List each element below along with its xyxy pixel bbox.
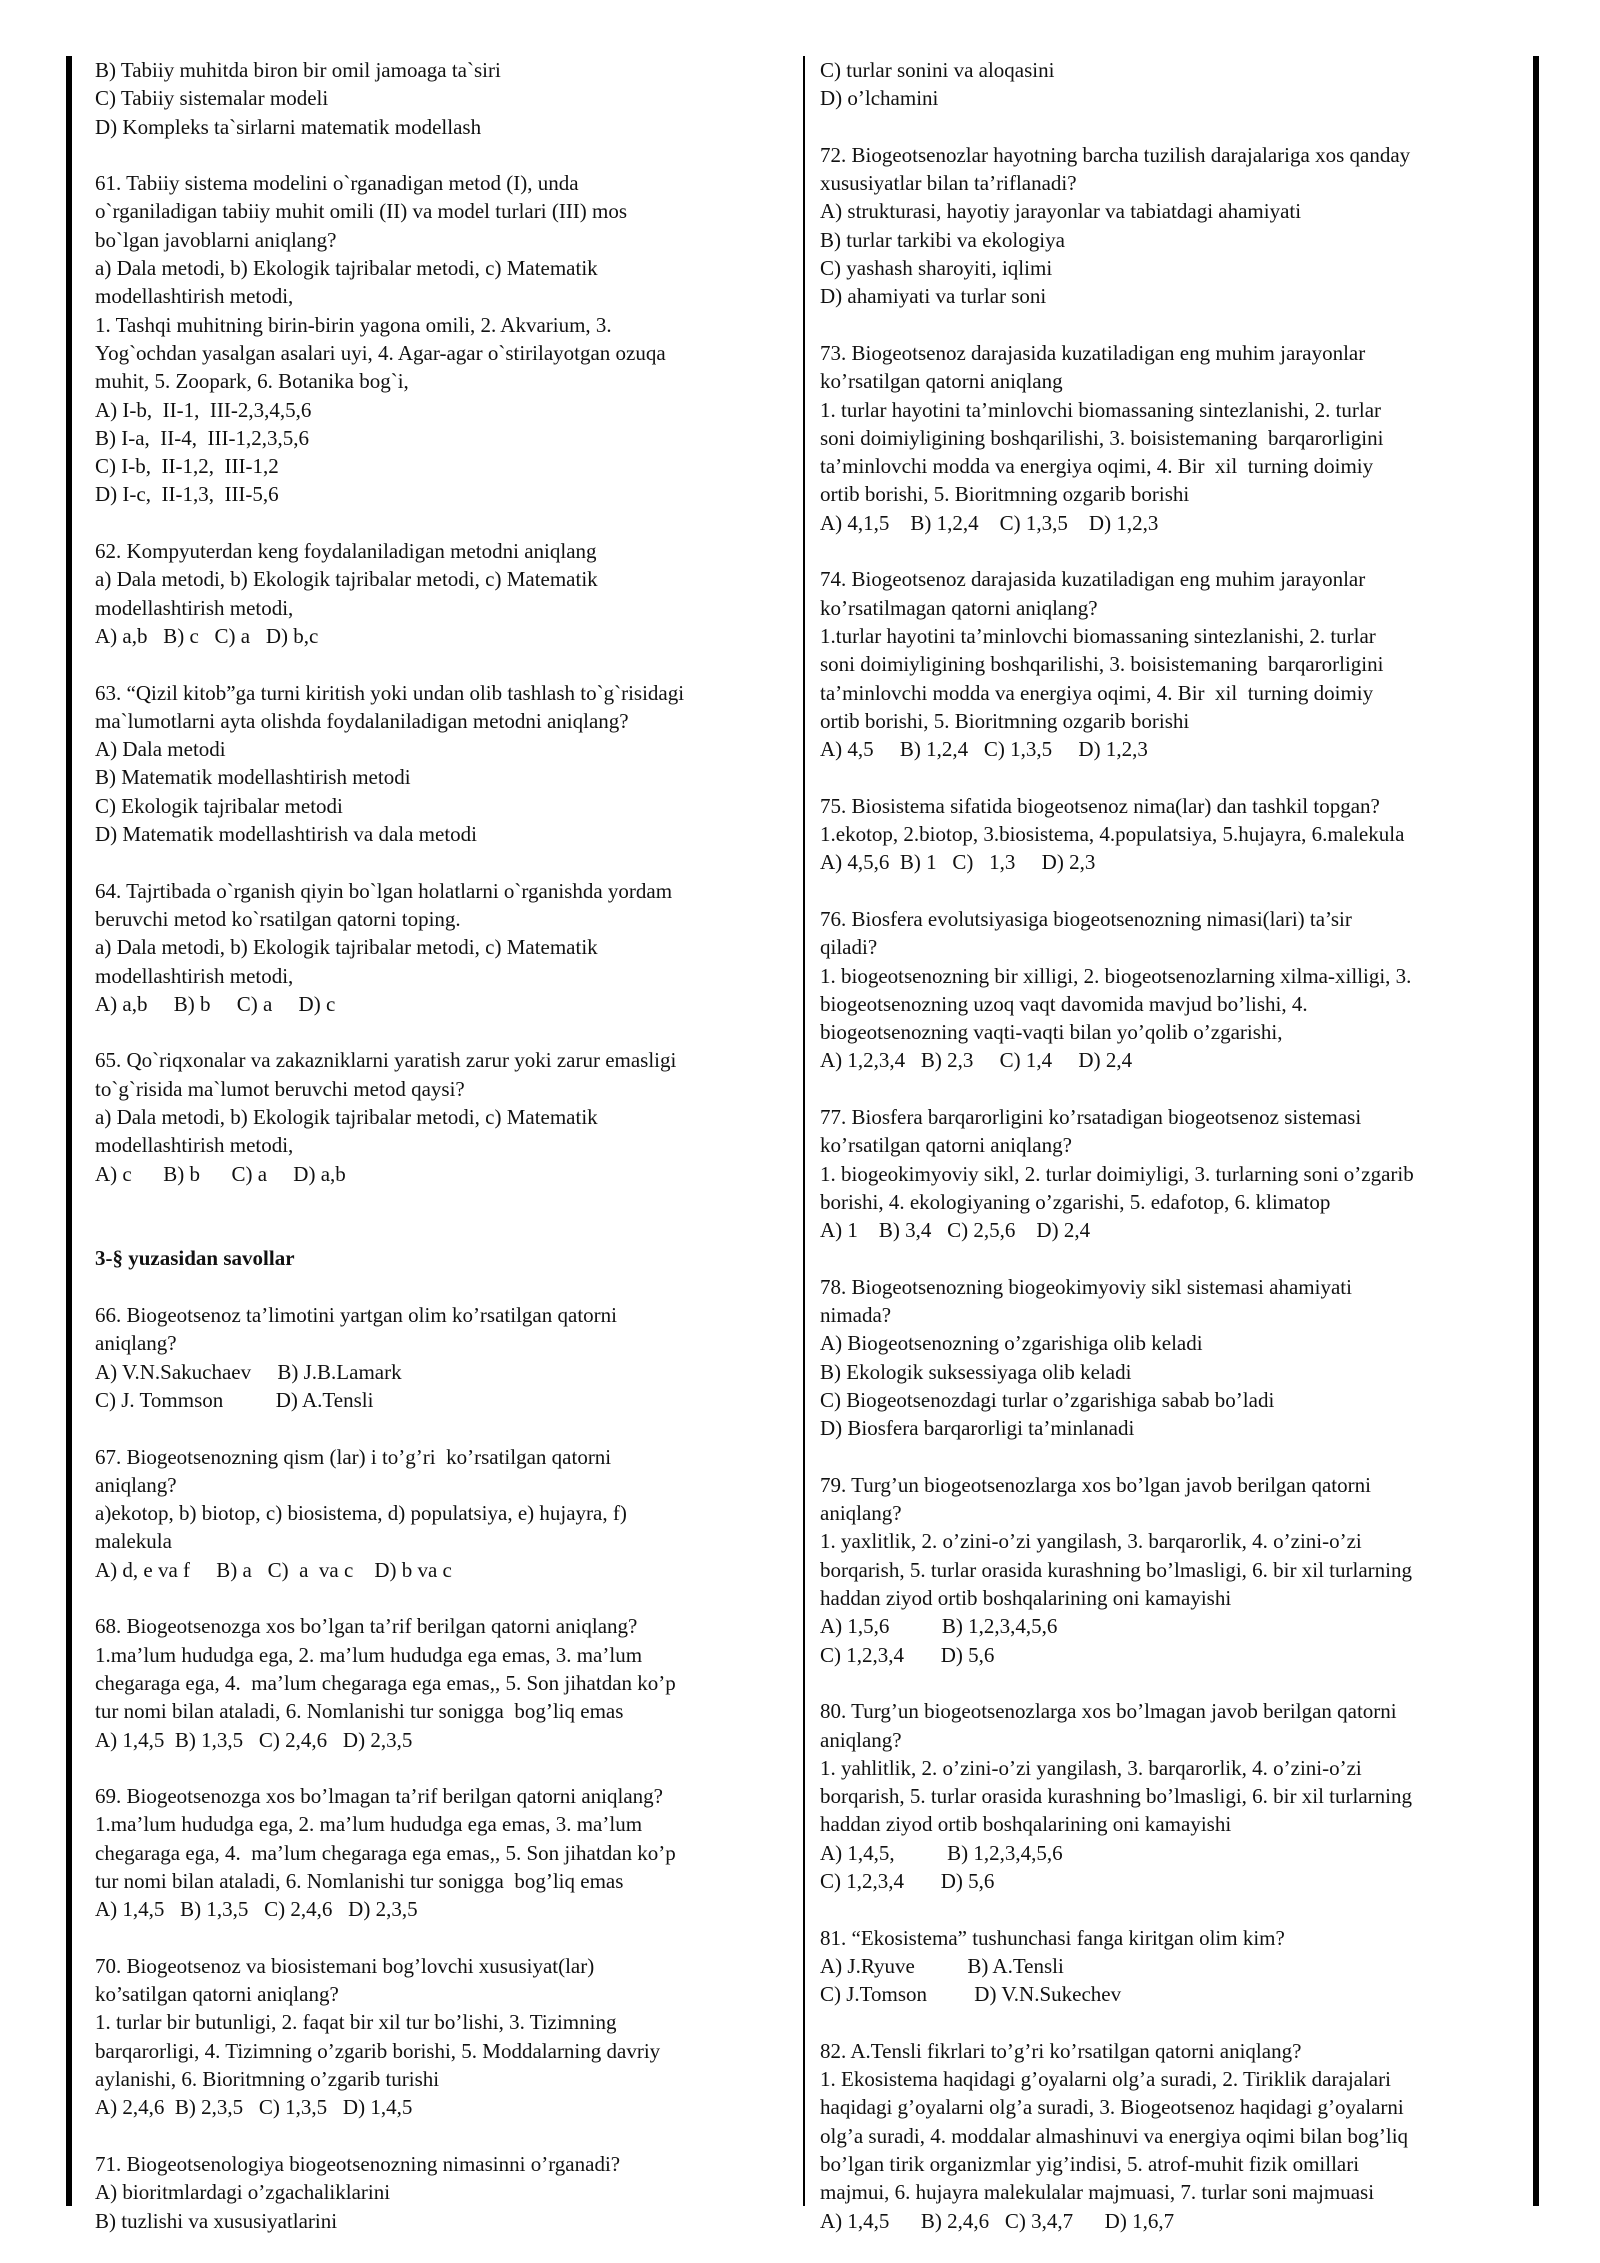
text-line: C) J.Tomson D) V.N.Sukechev	[820, 1982, 1122, 2007]
text-line: majmui, 6. hujayra malekulalar majmuasi, 7. turlar soni majmuasi	[820, 2180, 1375, 2205]
text-line: tur nomi bilan ataladi, 6. Nomlanishi tur sonigga bog’liq emas	[95, 1869, 624, 1893]
text-line: soni doimiyligining boshqarilishi, 3. boisistemaning barqarorligini	[820, 425, 1384, 450]
text-line: C) Biogeotsenozdagi turlar o’zgarishiga sabab bo’ladi	[820, 1387, 1275, 1412]
text-line: borishi, 4. ekologiyaning o’zgarishi, 5. edafotop, 6. klimatop	[820, 1189, 1331, 1214]
text-line: modellashtirish metodi,	[95, 1133, 294, 1158]
question-block	[820, 339, 1520, 537]
text-line	[95, 1188, 795, 1216]
question-block	[95, 1046, 795, 1216]
text-line: 80. Turg’un biogeotsenozlarga xos bo’lmagan javob berilgan qatorni	[820, 1699, 1397, 1724]
text-line: A) 1,4,5 B) 1,3,5 C) 2,4,6 D) 2,3,5	[95, 1727, 413, 1752]
text-line: ko’satilgan qatorni aniqlang?	[95, 1982, 339, 2007]
text-line: 71. Biogeotsenologiya biogeotsenozning nimasinni o’rganadi?	[95, 2151, 621, 2176]
text-line: haqidagi g’oyalarni olg’a suradi, 3. Biogeotsenoz haqidagi g’oyalarni	[820, 2095, 1404, 2120]
left-page-border	[66, 56, 72, 2206]
text-line: a) Dala metodi, b) Ekologik tajribalar metodi, c) Matematik	[95, 1104, 598, 1129]
text-line: aniqlang?	[820, 1501, 902, 1526]
text-line: a) Dala metodi, b) Ekologik tajribalar metodi, c) Matematik	[95, 256, 598, 281]
text-line: A) 1,2,3,4 B) 2,3 C) 1,4 D) 2,4	[820, 1048, 1133, 1073]
text-line: biogeotsenozning uzoq vaqt davomida mavjud bo’lishi, 4.	[820, 991, 1308, 1016]
text-line: 1.ma’lum hududga ega, 2. ma’lum hududga ega emas, 3. ma’lum	[95, 1642, 643, 1667]
text-line: A) I-b, II-1, III-2,3,4,5,6	[95, 397, 312, 422]
text-line: soni doimiyligining boshqarilishi, 3. boisistemaning barqarorligini	[820, 652, 1384, 677]
text-line: 1. Ekosistema haqidagi g’oyalarni olg’a suradi, 2. Tiriklik darajalari	[820, 2067, 1391, 2092]
text-line: C) Ekologik tajribalar metodi	[95, 793, 343, 818]
text-line: chegaraga ega, 4. ma’lum chegaraga ega emas,, 5. Son jihatdan ko’p	[95, 1670, 676, 1695]
text-line: A) 1,4,5 B) 1,3,5 C) 2,4,6 D) 2,3,5	[95, 1897, 418, 1922]
text-line: 78. Biogeotsenozning biogeokimyoviy sikl sistemasi ahamiyati	[820, 1274, 1352, 1299]
text-line: B) Ekologik suksessiyaga olib keladi	[820, 1359, 1132, 1384]
text-line: modellashtirish metodi,	[95, 963, 294, 988]
right-page-border	[1533, 56, 1539, 2206]
text-line: 1. biogeokimyoviy sikl, 2. turlar doimiyligi, 3. turlarning soni o’zgarib	[820, 1161, 1414, 1186]
text-line: Yog`ochdan yasalgan asalari uyi, 4. Agar-agar o`stirilayotgan ozuqa	[95, 340, 666, 365]
column-divider	[803, 56, 805, 2206]
text-line: 1. Tashqi muhitning birin-birin yagona omili, 2. Akvarium, 3.	[95, 312, 612, 337]
text-line: malekula	[95, 1529, 172, 1554]
question-block	[95, 56, 795, 141]
text-line: D) Biosfera barqarorligi ta’minlanadi	[820, 1416, 1135, 1441]
text-line: C) J. Tommson D) A.Tensli	[95, 1387, 374, 1412]
text-line: B) tuzlishi va xususiyatlarini	[95, 2208, 338, 2233]
text-line: 76. Biosfera evolutsiyasiga biogeotsenozning nimasi(lari) ta’sir	[820, 906, 1352, 931]
question-block	[820, 141, 1520, 311]
text-line: A) Biogeotsenozning o’zgarishiga olib keladi	[820, 1331, 1203, 1356]
text-line: ortib borishi, 5. Bioritmning ozgarib borishi	[820, 482, 1190, 507]
text-line: A) 1,4,5 B) 2,4,6 C) 3,4,7 D) 1,6,7	[820, 2208, 1175, 2233]
question-block	[95, 169, 795, 509]
text-line: D) Kompleks ta`sirlarni matematik modellash	[95, 114, 482, 139]
text-line: beruvchi metod ko`rsatilgan qatorni toping.	[95, 906, 461, 931]
text-line: aniqlang?	[95, 1472, 177, 1497]
text-line: bo’lgan tirik organizmlar yig’indisi, 5. atrof-muhit fizik omillari	[820, 2151, 1360, 2176]
text-line: 72. Biogeotsenozlar hayotning barcha tuzilish darajalariga xos qanday	[820, 142, 1411, 167]
text-line: to`g`risida ma`lumot beruvchi metod qaysi?	[95, 1076, 465, 1101]
text-line: 1.ekotop, 2.biotop, 3.biosistema, 4.populatsiya, 5.hujayra, 6.malekula	[820, 822, 1405, 847]
text-line: B) turlar tarkibi va ekologiya	[820, 227, 1065, 252]
text-line: 1. turlar bir butunligi, 2. faqat bir xil tur bo’lishi, 3. Tizimning	[95, 2010, 617, 2035]
text-line: B) Matematik modellashtirish metodi	[95, 765, 411, 790]
text-line: B) I-a, II-4, III-1,2,3,5,6	[95, 425, 310, 450]
text-line: haddan ziyod ortib boshqalarining oni kamayishi	[820, 1812, 1232, 1837]
right-column	[820, 56, 1520, 2263]
question-block	[95, 679, 795, 849]
text-line: 1. turlar hayotini ta’minlovchi biomassaning sintezlanishi, 2. turlar	[820, 397, 1382, 422]
text-line: A) strukturasi, hayotiy jarayonlar va tabiatdagi ahamiyati	[820, 199, 1302, 224]
text-line: modellashtirish metodi,	[95, 595, 294, 620]
text-line: 75. Biosistema sifatida biogeotsenoz nima(lar) dan tashkil topgan?	[820, 793, 1380, 818]
question-block	[820, 905, 1520, 1075]
text-line: 82. A.Tensli fikrlari to’g’ri ko’rsatilgan qatorni aniqlang?	[820, 2038, 1302, 2063]
question-block	[95, 2150, 795, 2235]
text-line: nimada?	[820, 1303, 892, 1328]
text-line: A) 4,5 B) 1,2,4 C) 1,3,5 D) 1,2,3	[820, 737, 1148, 762]
text-line: D) o’lchamini	[820, 86, 939, 111]
question-block	[95, 1612, 795, 1753]
question-block	[820, 2037, 1520, 2235]
question-block	[820, 1471, 1520, 1669]
text-line: bo`lgan javoblarni aniqlang?	[95, 227, 337, 252]
question-block	[95, 1301, 795, 1414]
question-block	[820, 1924, 1520, 2009]
text-line: 70. Biogeotsenoz va biosistemani bog’lovchi xususiyat(lar)	[95, 1953, 595, 1978]
left-column	[95, 56, 795, 2263]
text-line: muhit, 5. Zoopark, 6. Botanika bog`i,	[95, 369, 409, 394]
text-line: tur nomi bilan ataladi, 6. Nomlanishi tur sonigga bog’liq emas	[95, 1699, 624, 1724]
text-line: C) yashash sharoyiti, iqlimi	[820, 256, 1053, 281]
text-line: borqarish, 5. turlar orasida kurashning bo’lmasligi, 6. bir xil turlarning	[820, 1557, 1412, 1582]
text-line: A) c B) b C) a D) a,b	[95, 1161, 346, 1186]
text-line: A) J.Ryuve B) A.Tensli	[820, 1953, 1064, 1978]
text-line: a) Dala metodi, b) Ekologik tajribalar metodi, c) Matematik	[95, 567, 598, 592]
text-line: 66. Biogeotsenoz ta’limotini yartgan olim ko’rsatilgan qatorni	[95, 1303, 617, 1328]
question-block	[95, 1443, 795, 1584]
text-line: o`rganiladigan tabiiy muhit omili (II) va model turlari (III) mos	[95, 199, 628, 224]
text-line: D) ahamiyati va turlar soni	[820, 284, 1047, 309]
text-line: C) turlar sonini va aloqasini	[820, 58, 1055, 82]
question-block	[820, 1103, 1520, 1244]
text-line: 1. yahlitlik, 2. o’zini-o’zi yangilash, 3. barqarorlik, 4. o’zini-o’zi	[820, 1755, 1362, 1780]
text-line: A) d, e va f B) a C) a va c D) b va c	[95, 1557, 452, 1582]
text-line: ko’rsatilmagan qatorni aniqlang?	[820, 595, 1098, 620]
text-line: 67. Biogeotsenozning qism (lar) i to’g’ri ko’rsatilgan qatorni	[95, 1444, 612, 1469]
question-block	[95, 1952, 795, 2122]
text-line: xususiyatlar bilan ta’riflanadi?	[820, 171, 1077, 196]
text-line: ortib borishi, 5. Bioritmning ozgarib borishi	[820, 708, 1190, 733]
text-line: C) 1,2,3,4 D) 5,6	[820, 1642, 995, 1667]
question-block	[820, 792, 1520, 877]
text-line: A) V.N.Sakuchaev B) J.B.Lamark	[95, 1359, 402, 1384]
text-line: 68. Biogeotsenozga xos bo’lgan ta’rif berilgan qatorni aniqlang?	[95, 1614, 638, 1639]
text-line: C) I-b, II-1,2, III-1,2	[95, 454, 279, 479]
text-line: 73. Biogeotsenoz darajasida kuzatiladigan eng muhim jarayonlar	[820, 340, 1366, 365]
text-line: a)ekotop, b) biotop, c) biosistema, d) populatsiya, e) hujayra, f)	[95, 1501, 627, 1526]
question-block	[95, 537, 795, 650]
text-line: A) 1,4,5, B) 1,2,3,4,5,6	[820, 1840, 1063, 1865]
text-line: A) Dala metodi	[95, 737, 226, 762]
question-block	[820, 1697, 1520, 1895]
text-line: 1. yaxlitlik, 2. o’zini-o’zi yangilash, 3. barqarorlik, 4. o’zini-o’zi	[820, 1529, 1362, 1554]
text-line: haddan ziyod ortib boshqalarining oni kamayishi	[820, 1586, 1232, 1611]
text-line: D) I-c, II-1,3, III-5,6	[95, 482, 279, 507]
text-line: 63. “Qizil kitob”ga turni kiritish yoki undan olib tashlash to`g`risidagi	[95, 680, 685, 705]
text-line: modellashtirish metodi,	[95, 284, 294, 309]
text-line: 69. Biogeotsenozga xos bo’lmagan ta’rif berilgan qatorni aniqlang?	[95, 1784, 663, 1809]
text-line: chegaraga ega, 4. ma’lum chegaraga ega emas,, 5. Son jihatdan ko’p	[95, 1840, 676, 1865]
text-line: 74. Biogeotsenoz darajasida kuzatiladigan eng muhim jarayonlar	[820, 567, 1366, 592]
text-line: 81. “Ekosistema” tushunchasi fanga kiritgan olim kim?	[820, 1925, 1285, 1950]
question-block	[820, 1273, 1520, 1443]
text-line: aniqlang?	[95, 1331, 177, 1356]
text-line: biogeotsenozning vaqti-vaqti bilan yo’qolib o’zgarishi,	[820, 1020, 1283, 1045]
text-line: A) a,b B) c C) a D) b,c	[95, 623, 319, 648]
text-line: 61. Tabiiy sistema modelini o`rganadigan metod (I), unda	[95, 171, 579, 196]
text-line: A) bioritmlardagi o’zgachaliklarini	[95, 2180, 391, 2205]
text-line: aylanishi, 6. Bioritmning o’zgarib turishi	[95, 2067, 440, 2092]
text-line: A) 1,5,6 B) 1,2,3,4,5,6	[820, 1614, 1058, 1639]
text-line: aniqlang?	[820, 1727, 902, 1752]
text-line: ma`lumotlarni ayta olishda foydalaniladigan metodni aniqlang?	[95, 708, 629, 733]
text-line: barqarorligi, 4. Tizimning o’zgarib borishi, 5. Moddalarning davriy	[95, 2038, 661, 2063]
question-block	[95, 1782, 795, 1923]
text-line: ko’rsatilgan qatorni aniqlang?	[820, 1133, 1072, 1158]
text-line: 1.ma’lum hududga ega, 2. ma’lum hududga ega emas, 3. ma’lum	[95, 1812, 643, 1837]
text-line: 62. Kompyuterdan keng foydalaniladigan metodni aniqlang	[95, 539, 597, 564]
text-line: A) a,b B) b C) a D) c	[95, 991, 336, 1016]
text-line: a) Dala metodi, b) Ekologik tajribalar metodi, c) Matematik	[95, 935, 598, 960]
text-line: 79. Turg’un biogeotsenozlarga xos bo’lgan javob berilgan qatorni	[820, 1472, 1371, 1497]
text-line: A) 4,5,6 B) 1 C) 1,3 D) 2,3	[820, 850, 1096, 875]
text-line: borqarish, 5. turlar orasida kurashning bo’lmasligi, 6. bir xil turlarning	[820, 1784, 1412, 1809]
text-line: ko’rsatilgan qatorni aniqlang	[820, 369, 1063, 394]
text-line: 1. biogeotsenozning bir xilligi, 2. biogeotsenozlarning xilma-xilligi, 3.	[820, 963, 1412, 988]
text-line: 77. Biosfera barqarorligini ko’rsatadigan biogeotsenoz sistemasi	[820, 1104, 1362, 1129]
section-heading	[95, 1244, 795, 1272]
text-line: C) 1,2,3,4 D) 5,6	[820, 1869, 995, 1893]
text-line: 3-§ yuzasidan savollar	[95, 1246, 295, 1271]
text-line: B) Tabiiy muhitda biron bir omil jamoaga ta`siri	[95, 58, 501, 82]
question-block	[820, 56, 1520, 113]
text-line: D) Matematik modellashtirish va dala metodi	[95, 822, 477, 847]
text-line: C) Tabiiy sistemalar modeli	[95, 86, 329, 111]
text-line: ta’minlovchi modda va energiya oqimi, 4. Bir xil turning doimiy	[820, 454, 1374, 479]
question-block	[95, 877, 795, 1018]
text-line: qiladi?	[820, 935, 878, 960]
question-block	[820, 565, 1520, 763]
text-line: A) 4,1,5 B) 1,2,4 C) 1,3,5 D) 1,2,3	[820, 510, 1159, 535]
text-line: 65. Qo`riqxonalar va zakazniklarni yaratish zarur yoki zarur emasligi	[95, 1048, 677, 1073]
text-line: olg’a suradi, 4. moddalar almashinuvi va energiya oqimi bilan bog’liq	[820, 2123, 1409, 2148]
text-line: A) 2,4,6 B) 2,3,5 C) 1,3,5 D) 1,4,5	[95, 2095, 413, 2120]
text-line: A) 1 B) 3,4 C) 2,5,6 D) 2,4	[820, 1218, 1091, 1243]
text-line: 1.turlar hayotini ta’minlovchi biomassaning sintezlanishi, 2. turlar	[820, 623, 1376, 648]
text-line: 64. Tajrtibada o`rganish qiyin bo`lgan holatlarni o`rganishda yordam	[95, 878, 673, 903]
text-line: ta’minlovchi modda va energiya oqimi, 4. Bir xil turning doimiy	[820, 680, 1374, 705]
